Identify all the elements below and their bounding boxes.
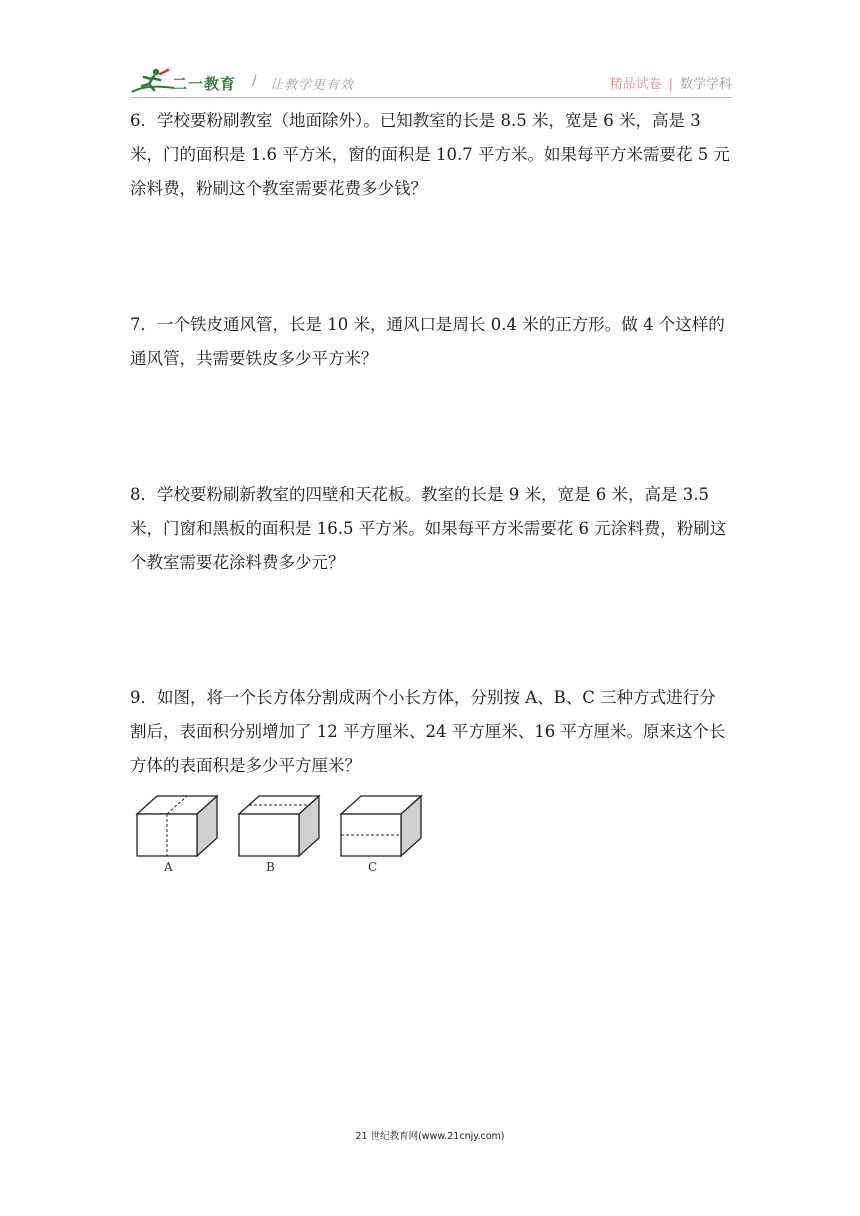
cuboid-a	[137, 796, 217, 856]
figure-label-a: A	[164, 860, 173, 874]
page-header	[130, 62, 732, 98]
question-9: 9．如图，将一个长方体分割成两个小长方体，分别按 A、B、C 三种方式进行分割后，表面积分别增加了 12 平方厘米、24 平方厘米、16 平方厘米。原来这个长方体的表面积是多少平方厘米？	[130, 688, 726, 775]
header-slash: /	[252, 73, 257, 89]
cuboid-figure-drawing	[133, 792, 433, 862]
figure-label-b: B	[266, 860, 275, 874]
page-footer: 21 世纪教育网(www.21cnjy.com)	[355, 1131, 505, 1142]
header-divider	[130, 97, 732, 98]
tag-separator: |	[668, 77, 673, 92]
tag-quality-paper: 精品试卷	[609, 77, 662, 92]
question-6: 6．学校要粉刷教室（地面除外）。已知教室的长是 8.5 米，宽是 6 米，高是 3 米，门的面积是 1.6 平方米，窗的面积是 10.7 平方米。如果每平方米需要花 5 元涂料费，粉刷这个教室需要花费多少钱？	[130, 111, 730, 198]
brand-name: 二一教育	[172, 75, 237, 93]
tag-subject: 数学学科	[679, 77, 732, 92]
figure-label-c: C	[368, 860, 378, 874]
question-8: 8．学校要粉刷新教室的四壁和天花板。教室的长是 9 米，宽是 6 米，高是 3.5 米，门窗和黑板的面积是 16.5 平方米。如果每平方米需要花 6 元涂料费，粉刷这个教室需要花涂料费多少元？	[130, 485, 727, 572]
cuboid-b	[239, 796, 319, 856]
brand-slogan: 让教学更有效	[270, 78, 355, 93]
cuboid-figures	[133, 792, 433, 882]
cuboid-c	[341, 796, 421, 856]
running-figure-logo-icon	[130, 66, 176, 98]
header-tags	[610, 73, 732, 92]
question-7: 7．一个铁皮通风管，长是 10 米，通风口是周长 0.4 米的正方形。做 4 个这样的通风管，共需要铁皮多少平方米？	[130, 315, 725, 368]
